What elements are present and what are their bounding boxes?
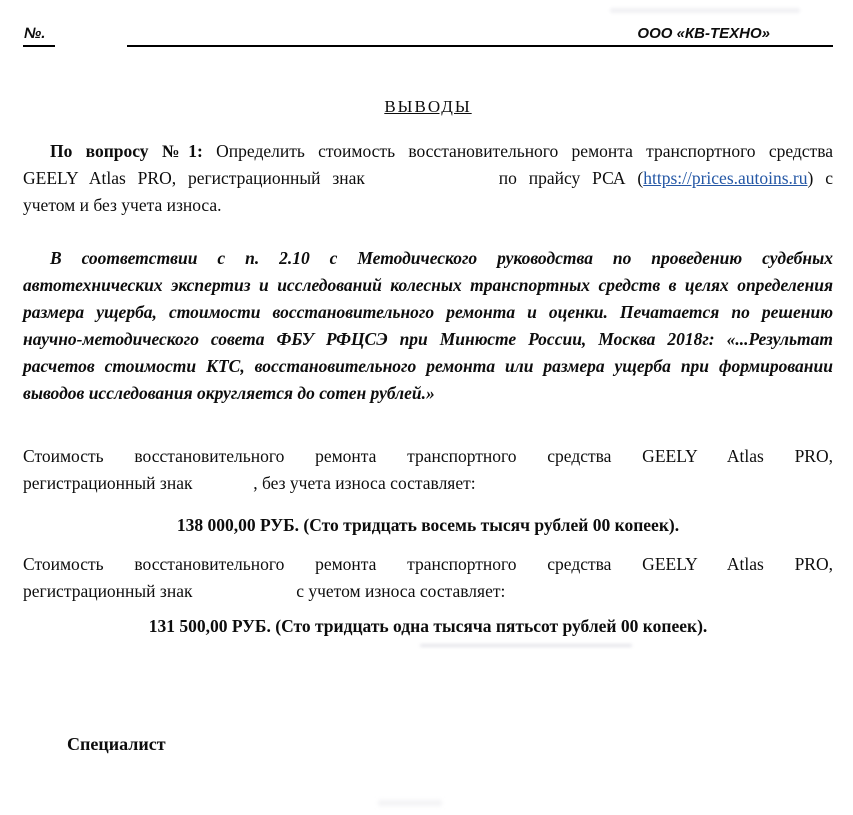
redacted-registration-number xyxy=(377,183,487,184)
redacted-registration-number xyxy=(197,596,292,597)
amount-with-wear: 131 500,00 РУБ. (Сто тридцать одна тысяча пятьсот рублей 00 копеек). xyxy=(148,616,708,636)
cost-no-wear-line-1: Стоимость восстановительного ремонта транспортного средства GEELY Atlas PRO, xyxy=(23,446,833,466)
page-header xyxy=(23,25,833,47)
scan-artifact xyxy=(610,8,800,13)
methodology-line: размера ущерба, стоимости восстановительного ремонта и оценки. Печатается по решению xyxy=(23,302,833,322)
scan-artifact xyxy=(378,800,442,806)
amount-no-wear: 138 000,00 РУБ. (Сто тридцать восемь тысяч рублей 00 копеек). xyxy=(176,515,680,535)
rsa-prices-link[interactable]: https://prices.autoins.ru xyxy=(643,168,808,188)
redacted-registration-number xyxy=(197,488,249,489)
header-rule xyxy=(127,25,833,47)
question-label: По вопросу №1: xyxy=(50,141,203,161)
cost-with-wear-line-2 xyxy=(23,578,833,605)
question-paragraph xyxy=(23,138,833,219)
document-number-label: №. xyxy=(23,24,55,47)
cost-with-wear-paragraph xyxy=(23,551,833,605)
scan-artifact-erased-line xyxy=(420,644,632,647)
methodology-paragraph xyxy=(23,245,833,407)
price-source-text-end: ) с xyxy=(807,168,833,188)
cost-no-wear-line-2 xyxy=(23,470,833,497)
methodology-line: В соответствии с п. 2.10 с Методического руководства по проведению судебных xyxy=(50,248,833,268)
question-line-1-text: Определить стоимость восстановительного ремонта транспортного средства xyxy=(202,141,833,161)
company-name: ООО «КВ-ТЕХНО» xyxy=(637,25,770,42)
cost-with-wear-suffix: с учетом износа составляет: xyxy=(296,581,506,601)
signature-label: Специалист xyxy=(67,734,166,754)
methodology-line: научно-методического совета ФБУ РФЦСЭ при Минюсте России, Москва 2018г: «...Результат xyxy=(23,329,833,349)
methodology-line: расчетов стоимости КТС, восстановительного ремонта или размера ущерба при формировании xyxy=(23,356,833,376)
methodology-line: автотехнических экспертиз и исследований колесных транспортных средств в целях определения xyxy=(23,275,833,295)
question-line-3: учетом и без учета износа. xyxy=(23,195,222,215)
methodology-line: выводов исследования округляется до сотен рублей.» xyxy=(23,383,435,403)
cost-with-wear-line-1: Стоимость восстановительного ремонта транспортного средства GEELY Atlas PRO, xyxy=(23,554,833,574)
conclusions-title: ВЫВОДЫ xyxy=(384,97,472,116)
cost-no-wear-suffix: , без учета износа составляет: xyxy=(253,473,476,493)
price-source-text: по прайсу РСА ( xyxy=(498,168,644,188)
cost-no-wear-paragraph xyxy=(23,443,833,497)
question-line-1 xyxy=(23,138,833,165)
question-line-2 xyxy=(23,165,833,192)
registration-plate-label: регистрационный знак xyxy=(23,473,193,493)
vehicle-and-plate-text: GEELY Atlas PRO, регистрационный знак xyxy=(23,168,365,188)
registration-plate-label: регистрационный знак xyxy=(23,581,193,601)
